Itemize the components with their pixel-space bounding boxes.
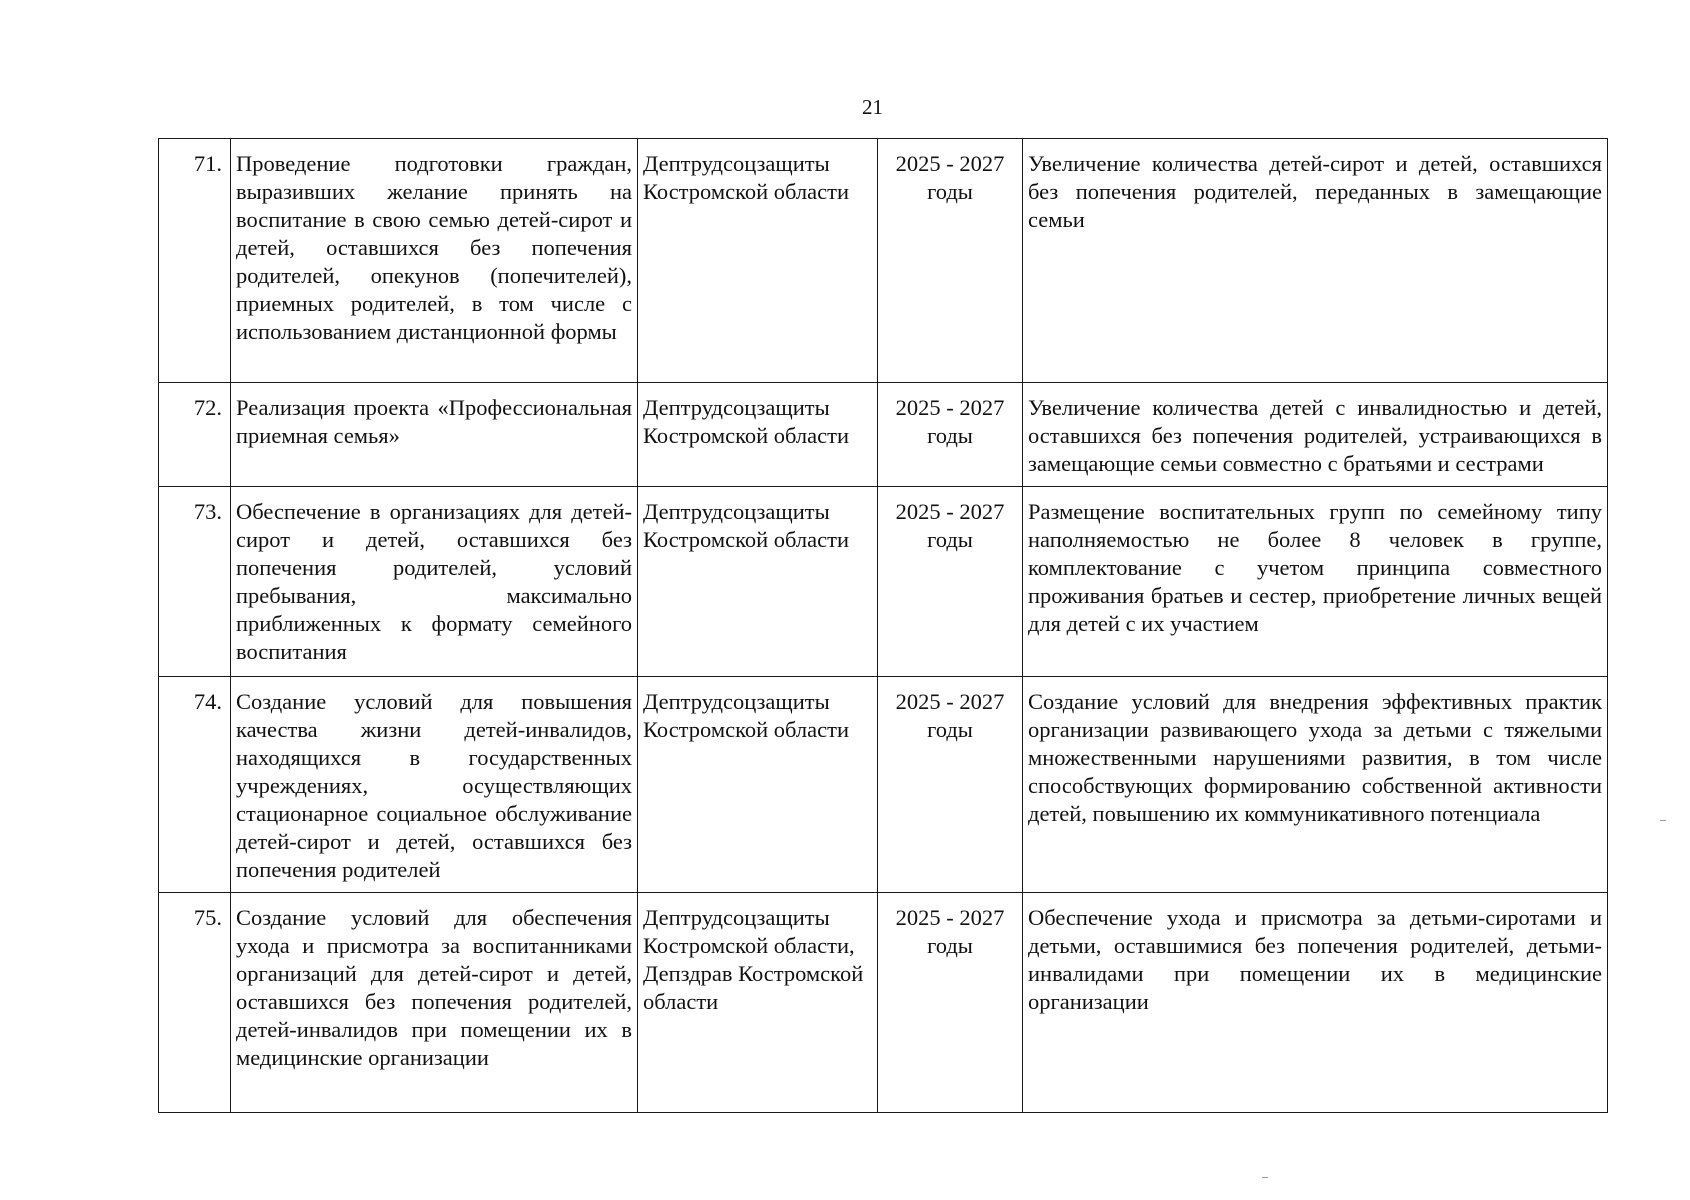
expected-result: Обеспечение ухода и присмотра за детьми-сиротами и детьми, оставшимися без попечения родителей, детьми-инвалидами при помещении их в медицинские организации [1023, 893, 1608, 1113]
action-description: Обеспечение в организациях для детей-сирот и детей, оставшихся без попечения родителей, условий пребывания, максимально приближенных к формату семейного воспитания [231, 487, 638, 677]
term: 2025 - 2027 годы [878, 893, 1023, 1113]
measures-table [158, 138, 1608, 1113]
table-row [159, 677, 1608, 893]
row-number: 75. [159, 893, 231, 1113]
row-number: 74. [159, 677, 231, 893]
action-description: Проведение подготовки граждан, выразивших желание принять на воспитание в свою семью детей-сирот и детей, оставшихся без попечения родителей, опекунов (попечителей), приемных родителей, в том числе с использованием дистанционной формы [231, 139, 638, 383]
row-number: 72. [159, 383, 231, 487]
page-number: 21 [862, 95, 883, 119]
executor: Дептрудсоцзащиты Костромской области [638, 677, 878, 893]
executor: Дептрудсоцзащиты Костромской области [638, 383, 878, 487]
table-row [159, 487, 1608, 677]
term: 2025 - 2027 годы [878, 383, 1023, 487]
executor: Дептрудсоцзащиты Костромской области [638, 487, 878, 677]
term: 2025 - 2027 годы [878, 487, 1023, 677]
executor: Дептрудсоцзащиты Костромской области, Депздрав Костромской области [638, 893, 878, 1113]
row-number: 73. [159, 487, 231, 677]
table-row [159, 383, 1608, 487]
expected-result: Создание условий для внедрения эффективных практик организации развивающего ухода за детьми с тяжелыми множественными нарушениями развития, в том числе способствующих формированию собственной активности детей, повышению их коммуникативного потенциала [1023, 677, 1608, 893]
table-row [159, 139, 1608, 383]
action-description: Реализация проекта «Профессиональная приемная семья» [231, 383, 638, 487]
term: 2025 - 2027 годы [878, 139, 1023, 383]
scan-mark [1262, 1177, 1268, 1178]
expected-result: Увеличение количества детей-сирот и детей, оставшихся без попечения родителей, переданных в замещающие семьи [1023, 139, 1608, 383]
action-description: Создание условий для обеспечения ухода и присмотра за воспитанниками организаций для детей-сирот и детей, оставшихся без попечения родителей, детей-инвалидов при помещении их в медицинские организации [231, 893, 638, 1113]
scan-mark [1660, 820, 1666, 821]
row-number: 71. [159, 139, 231, 383]
table-row [159, 893, 1608, 1113]
term: 2025 - 2027 годы [878, 677, 1023, 893]
action-description: Создание условий для повышения качества жизни детей-инвалидов, находящихся в государственных учреждениях, осуществляющих стационарное социальное обслуживание детей-сирот и детей, оставшихся без попечения родителей [231, 677, 638, 893]
expected-result: Увеличение количества детей с инвалидностью и детей, оставшихся без попечения родителей, устраивающихся в замещающие семьи совместно с братьями и сестрами [1023, 383, 1608, 487]
executor: Дептрудсоцзащиты Костромской области [638, 139, 878, 383]
expected-result: Размещение воспитательных групп по семейному типу наполняемостью не более 8 человек в группе, комплектование с учетом принципа совместного проживания братьев и сестер, приобретение личных вещей для детей с их участием [1023, 487, 1608, 677]
